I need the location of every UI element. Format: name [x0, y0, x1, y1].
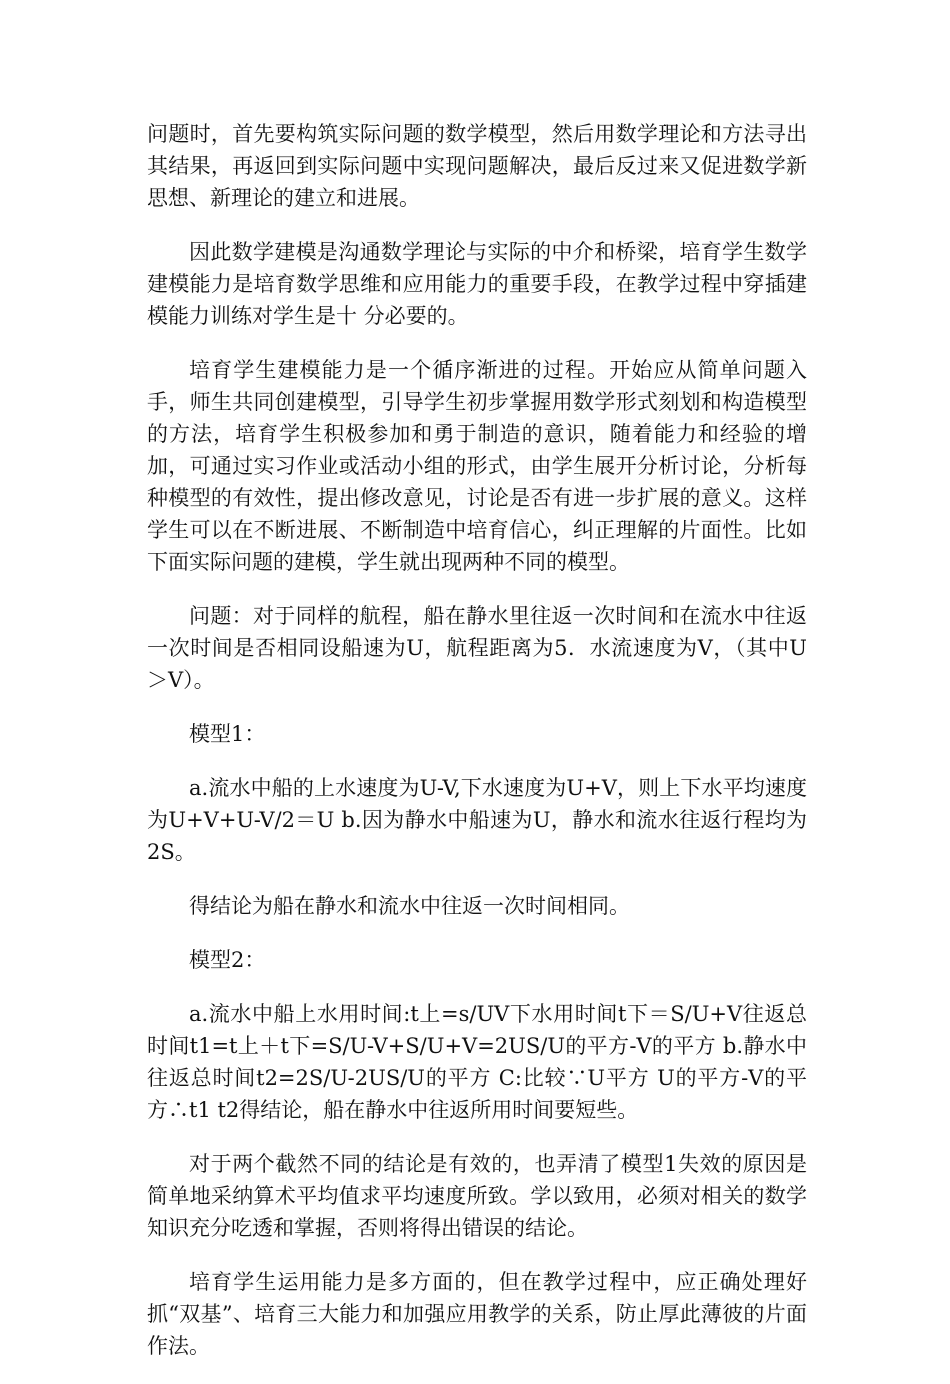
paragraph-problem-statement: 问题：对于同样的航程，船在静水里往返一次时间和在流水中往返一次时间是否相同设船速为U，航程距离为5．水流速度为V，（其中U＞V）。 [147, 604, 807, 692]
paragraph-model-1-content: a.流水中船的上水速度为U-V,下水速度为U+V，则上下水平均速度为U+V+U-V/2＝U b.因为静水中船速为U，静水和流水往返行程均为2S。 [147, 776, 807, 864]
heading-model-1: 模型1： [189, 722, 266, 746]
heading-model-2: 模型2： [189, 948, 266, 972]
paragraph-modeling-bridge: 因此数学建模是沟通数学理论与实际的中介和桥梁，培育学生数学建模能力是培育数学思维和应用能力的重要手段，在教学过程中穿插建模能力训练对学生是十 分必要的。 [147, 240, 807, 328]
document-page [147, 118, 807, 1384]
paragraph-intro-continued: 问题时，首先要构筑实际问题的数学模型，然后用数学理论和方法寻出其结果，再返回到实际问题中实现问题解决，最后反过来又促进数学新思想、新理论的建立和进展。 [147, 122, 807, 210]
paragraph-analysis: 对于两个截然不同的结论是有效的，也弄清了模型1失效的原因是简单地采纳算术平均值求平均速度所致。学以致用，必须对相关的数学知识充分吃透和掌握，否则将得出错误的结论。 [147, 1152, 807, 1240]
paragraph-modeling-process: 培育学生建模能力是一个循序渐进的过程。开始应从简单问题入手，师生共同创建模型，引导学生初步掌握用数学形式刻划和构造模型的方法，培育学生积极参加和勇于制造的意识，随着能力和经验的增加，可通过实习作业或活动小组的形式，由学生展开分析讨论，分析每种模型的有效性，提出修改意见，讨论是否有进一步扩展的意义。这样学生可以在不断进展、不断制造中培育信心，纠正理解的片面性。比如下面实际问题的建模，学生就出现两种不同的模型。 [147, 358, 807, 574]
paragraph-closing: 培育学生运用能力是多方面的，但在教学过程中，应正确处理好抓“双基”、培育三大能力和加强应用教学的关系，防止厚此薄彼的片面作法。 [147, 1270, 807, 1358]
paragraph-model-2-content: a.流水中船上水用时间:t上=s/UV下水用时间t下＝S/U+V往返总时间t1=t上＋t下=S/U-V+S/U+V=2US/U的平方-V的平方 b.静水中往返总时间t2=2S/U-2US/U的平方 C:比较∵U平方 U的平方-V的平方∴t1 t2得结论，船在静水中往返所用时间要短些。 [147, 1002, 807, 1122]
paragraph-model-1-conclusion: 得结论为船在静水和流水中往返一次时间相同。 [189, 894, 630, 918]
